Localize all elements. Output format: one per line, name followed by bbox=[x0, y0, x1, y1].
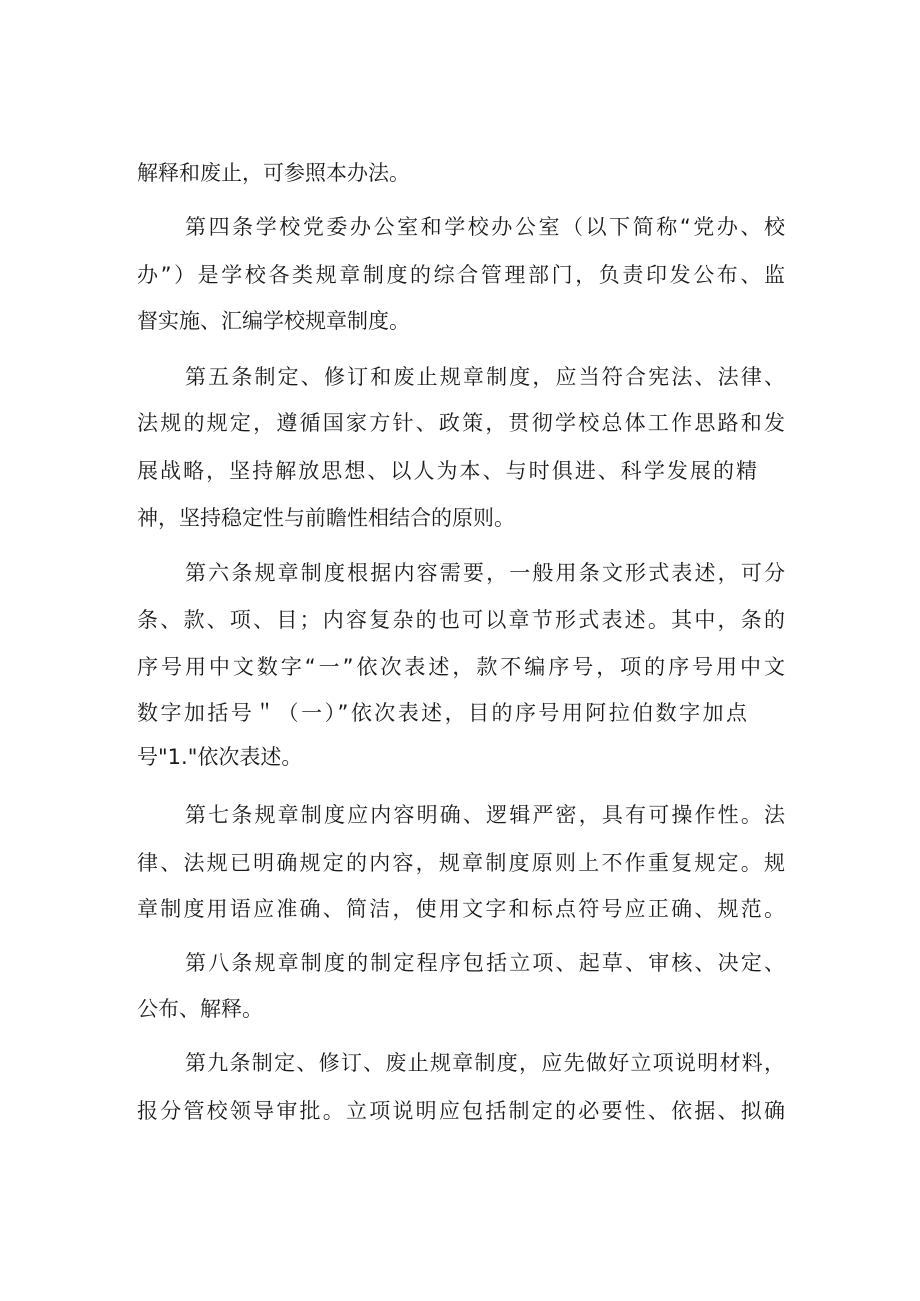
paragraph-start-line: 第六条规章制度根据内容需要，一般用条文形式表述，可分 bbox=[185, 561, 785, 585]
text-line: 条、款、项、目；内容复杂的也可以章节形式表述。其中，条的 bbox=[137, 608, 785, 632]
text-line: 督实施、汇编学校规章制度。 bbox=[137, 309, 410, 333]
paragraph-start-line: 第八条规章制度的制定程序包括立项、起草、审核、决定、 bbox=[185, 951, 785, 975]
paragraph-start-line: 第四条学校党委办公室和学校办公室（以下简称“党办、校 bbox=[185, 215, 785, 239]
text-line: 报分管校领导审批。立项说明应包括制定的必要性、依据、拟确 bbox=[137, 1099, 785, 1123]
text-line: 法规的规定，遵循国家方针、政策，贯彻学校总体工作思路和发 bbox=[137, 411, 785, 435]
text-line: 序号用中文数字“一”依次表述，款不编序号，项的序号用中文 bbox=[137, 655, 785, 679]
paragraph-start-line: 第七条规章制度应内容明确、逻辑严密，具有可操作性。法 bbox=[185, 803, 785, 827]
text-line: 公布、解释。 bbox=[137, 997, 263, 1021]
text-line: 数字加括号＂（一）”依次表述，目的序号用阿拉伯数字加点 bbox=[137, 701, 747, 725]
text-line: 展战略，坚持解放思想、以人为本、与时俱进、科学发展的精 bbox=[137, 459, 757, 483]
paragraph-start-line: 第五条制定、修订和废止规章制度，应当符合宪法、法律、 bbox=[185, 365, 785, 389]
text-line: 律、法规已明确规定的内容，规章制度原则上不作重复规定。规 bbox=[137, 851, 785, 875]
text-line: 号"1."依次表述。 bbox=[137, 745, 303, 769]
text-line: 章制度用语应准确、简洁，使用文字和标点符号应正确、规范。 bbox=[137, 897, 785, 921]
text-line: 神，坚持稳定性与前瞻性相结合的原则。 bbox=[137, 506, 515, 530]
text-line: 办”）是学校各类规章制度的综合管理部门，负责印发公布、监 bbox=[137, 263, 785, 287]
paragraph-start-line: 第九条制定、修订、废止规章制度，应先做好立项说明材料， bbox=[185, 1051, 785, 1075]
text-line: 解释和废止，可参照本办法。 bbox=[137, 161, 410, 185]
